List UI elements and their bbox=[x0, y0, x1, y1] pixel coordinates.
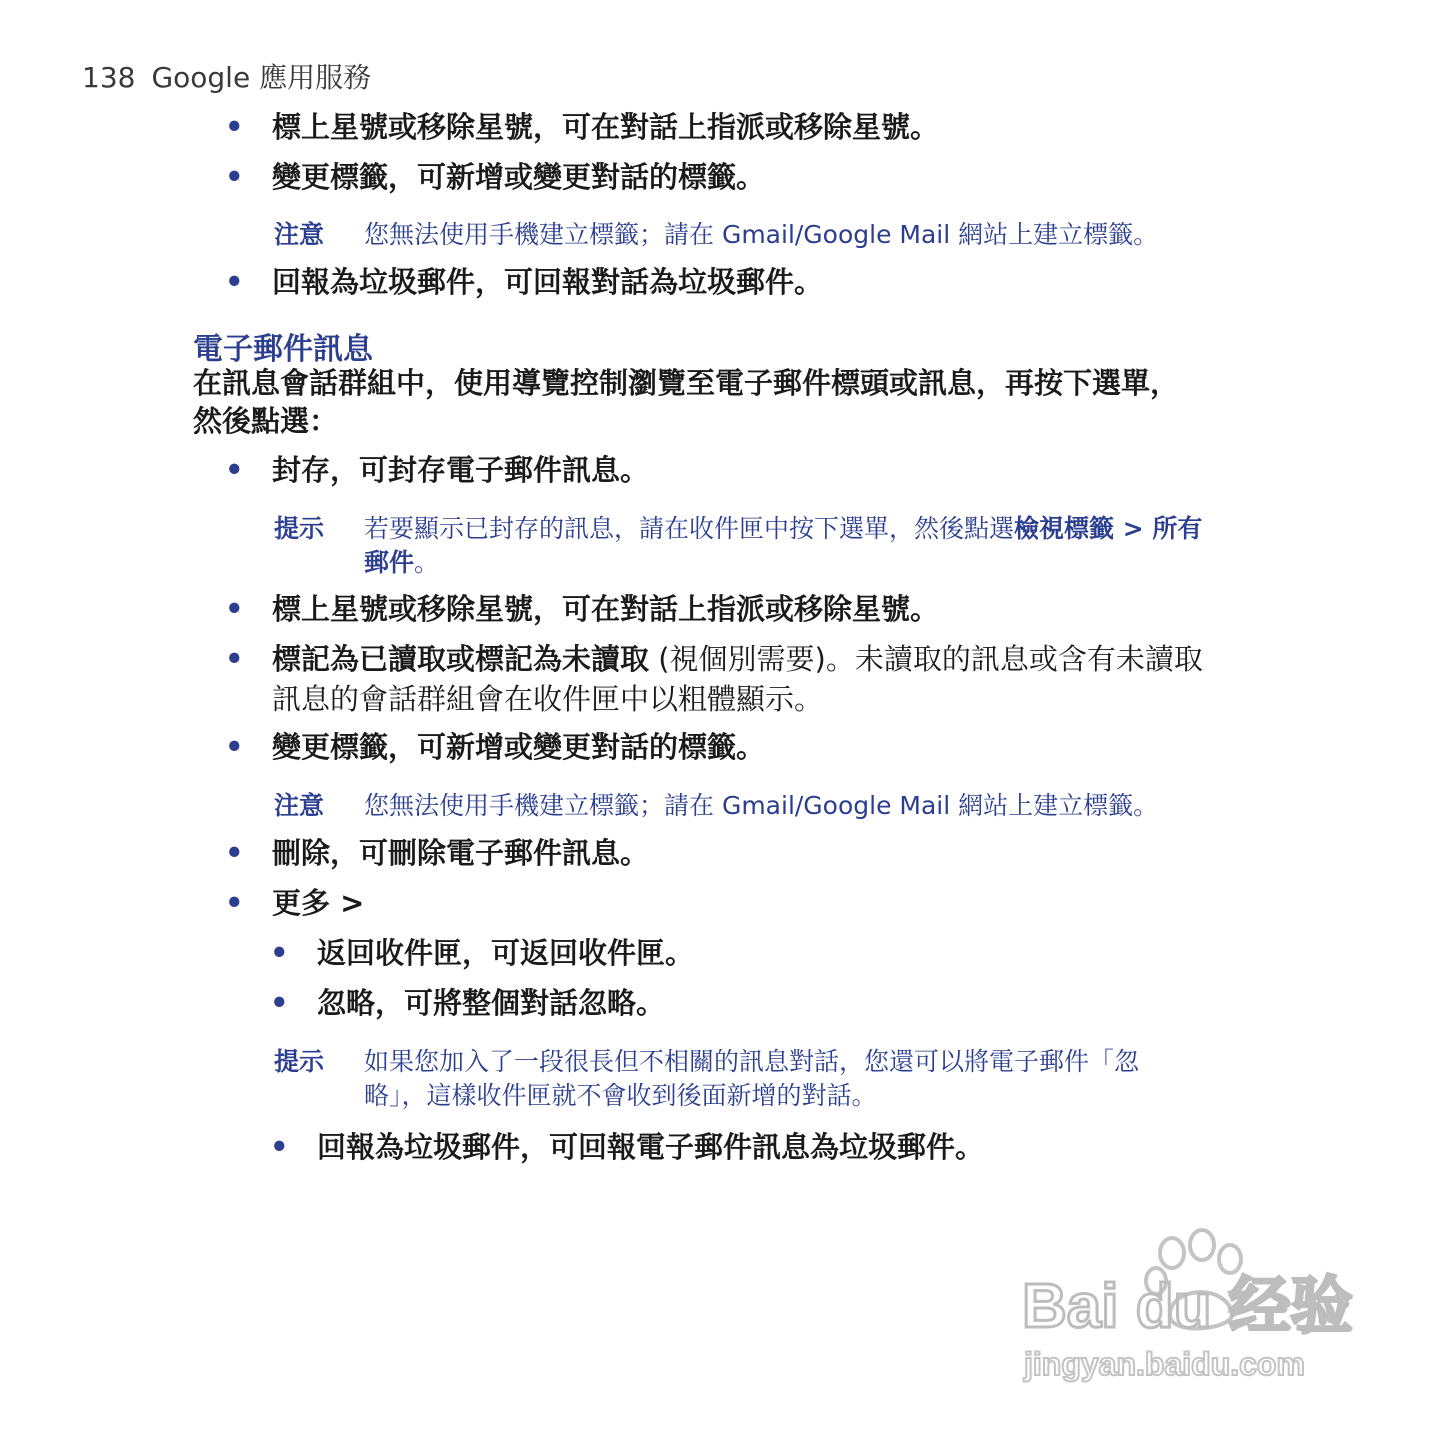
paragraph-line: 然後點選： bbox=[193, 404, 339, 438]
watermark-brand: Bai du 经验 bbox=[1022, 1272, 1353, 1341]
list-item-text: 封存，可封存電子郵件訊息。 bbox=[272, 453, 650, 487]
page-number: 138 bbox=[82, 61, 136, 94]
bullet-icon: • bbox=[225, 642, 244, 676]
list-item-text: 忽略，可將整個對話忽略。 bbox=[317, 986, 666, 1020]
page-header bbox=[82, 56, 371, 96]
bullet-icon: • bbox=[225, 453, 244, 487]
menu-path-end: 郵件 bbox=[364, 548, 415, 577]
bullet-icon: • bbox=[225, 160, 244, 194]
tip-text-part: 如果您加入了一段很長但不相關的訊息對話，您還可以將電子郵件「忽 bbox=[364, 1047, 1140, 1076]
bullet-icon: • bbox=[225, 886, 244, 920]
list-item-normal: 訊息的會話群組會在收件匣中以粗體顯示。 bbox=[272, 682, 824, 716]
bullet-icon: • bbox=[270, 986, 289, 1020]
list-item-normal: (視個別需要)。未讀取的訊息或含有未讀取 bbox=[649, 642, 1203, 676]
tip-text-part: 略」，這樣收件匣就不會收到後面新增的對話。 bbox=[364, 1081, 877, 1110]
tip-text-part: 。 bbox=[414, 548, 440, 577]
bullet-icon: • bbox=[270, 1130, 289, 1164]
note-text: 您無法使用手機建立標籤；請在 Gmail/Google Mail 網站上建立標籤。 bbox=[364, 220, 1159, 249]
tip-label: 提示 bbox=[274, 514, 325, 543]
list-item-text: 回報為垃圾郵件，可回報電子郵件訊息為垃圾郵件。 bbox=[317, 1130, 985, 1164]
tip-text-part: 若要顯示已封存的訊息，請在收件匣中按下選單，然後點選 bbox=[364, 514, 1015, 543]
tip-text bbox=[364, 1045, 1139, 1113]
watermark-url: jingyan.baidu.com bbox=[1024, 1346, 1305, 1382]
baidu-watermark bbox=[1020, 1225, 1360, 1395]
bullet-icon: • bbox=[225, 592, 244, 626]
tip-text bbox=[364, 512, 1202, 580]
menu-path: 檢視標籤 > 所有 bbox=[1014, 514, 1203, 543]
list-item-text: 變更標籤，可新增或變更對話的標籤。 bbox=[272, 730, 766, 764]
bullet-icon: • bbox=[225, 836, 244, 870]
list-item-text: 變更標籤，可新增或變更對話的標籤。 bbox=[272, 160, 766, 194]
paragraph-line: 在訊息會話群組中，使用導覽控制瀏覽至電子郵件標頭或訊息，再按下選單， bbox=[193, 366, 1180, 400]
list-item-text: 返回收件匣，可返回收件匣。 bbox=[317, 936, 695, 970]
bullet-icon: • bbox=[225, 730, 244, 764]
section-heading: 電子郵件訊息 bbox=[193, 332, 373, 367]
list-item-text: 刪除，可刪除電子郵件訊息。 bbox=[272, 836, 650, 870]
note-label: 注意 bbox=[274, 220, 325, 249]
note-text: 您無法使用手機建立標籤；請在 Gmail/Google Mail 網站上建立標籤。 bbox=[364, 791, 1159, 820]
bullet-icon: • bbox=[270, 936, 289, 970]
note-label: 注意 bbox=[274, 791, 325, 820]
bullet-icon: • bbox=[225, 110, 244, 144]
chapter-title: Google 應用服務 bbox=[151, 61, 372, 94]
list-item-bold: 標記為已讀取或標記為未讀取 bbox=[272, 642, 650, 676]
list-item-text: 更多 > bbox=[272, 886, 365, 920]
list-item-text: 標上星號或移除星號，可在對話上指派或移除星號。 bbox=[272, 592, 940, 626]
list-item-text: 回報為垃圾郵件，可回報對話為垃圾郵件。 bbox=[272, 265, 824, 299]
bullet-icon: • bbox=[225, 265, 244, 299]
tip-label: 提示 bbox=[274, 1047, 325, 1076]
list-item-text: 標上星號或移除星號，可在對話上指派或移除星號。 bbox=[272, 110, 940, 144]
section-paragraph bbox=[193, 364, 1179, 440]
list-item-text bbox=[272, 639, 1203, 719]
